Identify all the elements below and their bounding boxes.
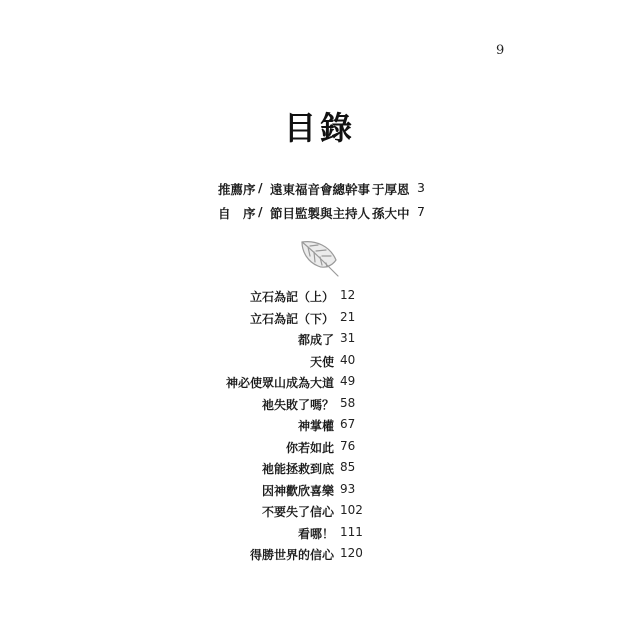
chapter-title: 看哪！ <box>297 526 334 541</box>
chapter-title: 神必使眾山成為大道 <box>225 376 334 390</box>
chapter-page: 49 <box>340 374 356 388</box>
preface-slash: / <box>258 204 263 219</box>
preface-page: 7 <box>417 204 425 219</box>
list-item[interactable] <box>0 331 640 351</box>
list-item[interactable] <box>0 374 640 394</box>
chapter-page: 120 <box>340 546 363 560</box>
chapter-page: 93 <box>340 481 356 496</box>
chapter-title: 天使 <box>309 354 334 369</box>
chapter-title: 不要失了信心 <box>261 505 334 519</box>
chapter-title: 因神歡欣喜樂 <box>261 483 334 498</box>
list-item[interactable] <box>0 482 640 502</box>
list-item[interactable] <box>0 546 640 566</box>
list-item[interactable] <box>0 288 640 308</box>
chapter-page: 67 <box>340 417 356 431</box>
chapter-title: 祂能拯救到底 <box>261 462 334 476</box>
preface-label: 自 序 <box>218 206 256 221</box>
preface-description: 節目監製與主持人 <box>270 206 371 221</box>
chapter-title: 你若如此 <box>285 440 334 455</box>
list-item[interactable] <box>0 439 640 459</box>
preface-label: 推薦序 <box>218 182 256 197</box>
chapter-title: 得勝世界的信心 <box>249 548 334 562</box>
preface-page: 3 <box>417 180 425 195</box>
chapter-page: 58 <box>340 395 356 410</box>
preface-description: 遠東福音會總幹事 <box>270 182 371 197</box>
chapter-page: 40 <box>340 352 356 367</box>
preface-slash: / <box>258 180 263 195</box>
preface-author: 于厚恩 <box>372 182 410 197</box>
chapter-title: 立石為記（下） <box>249 311 334 326</box>
chapter-page: 76 <box>340 438 356 453</box>
page-number: 9 <box>496 43 505 58</box>
chapter-page: 102 <box>340 503 363 517</box>
chapter-title: 祂失敗了嗎？ <box>261 397 334 412</box>
leaf-icon <box>296 236 344 280</box>
preface-author: 孫大中 <box>372 206 410 221</box>
list-item[interactable] <box>0 396 640 416</box>
list-item[interactable] <box>0 525 640 545</box>
chapter-page: 85 <box>340 460 356 474</box>
chapter-title: 神掌權 <box>297 419 334 433</box>
page-title: 目錄 <box>283 109 356 147</box>
preface-row <box>0 204 640 222</box>
list-item[interactable] <box>0 503 640 523</box>
chapter-page: 12 <box>340 288 356 302</box>
list-item[interactable] <box>0 310 640 330</box>
chapter-page: 111 <box>340 524 363 539</box>
list-item[interactable] <box>0 417 640 437</box>
chapter-title: 都成了 <box>297 333 334 347</box>
list-item[interactable] <box>0 460 640 480</box>
chapter-page: 21 <box>340 309 356 324</box>
chapter-page: 31 <box>340 331 356 345</box>
preface-row <box>0 180 640 198</box>
chapter-title: 立石為記（上） <box>249 290 334 304</box>
list-item[interactable] <box>0 353 640 373</box>
